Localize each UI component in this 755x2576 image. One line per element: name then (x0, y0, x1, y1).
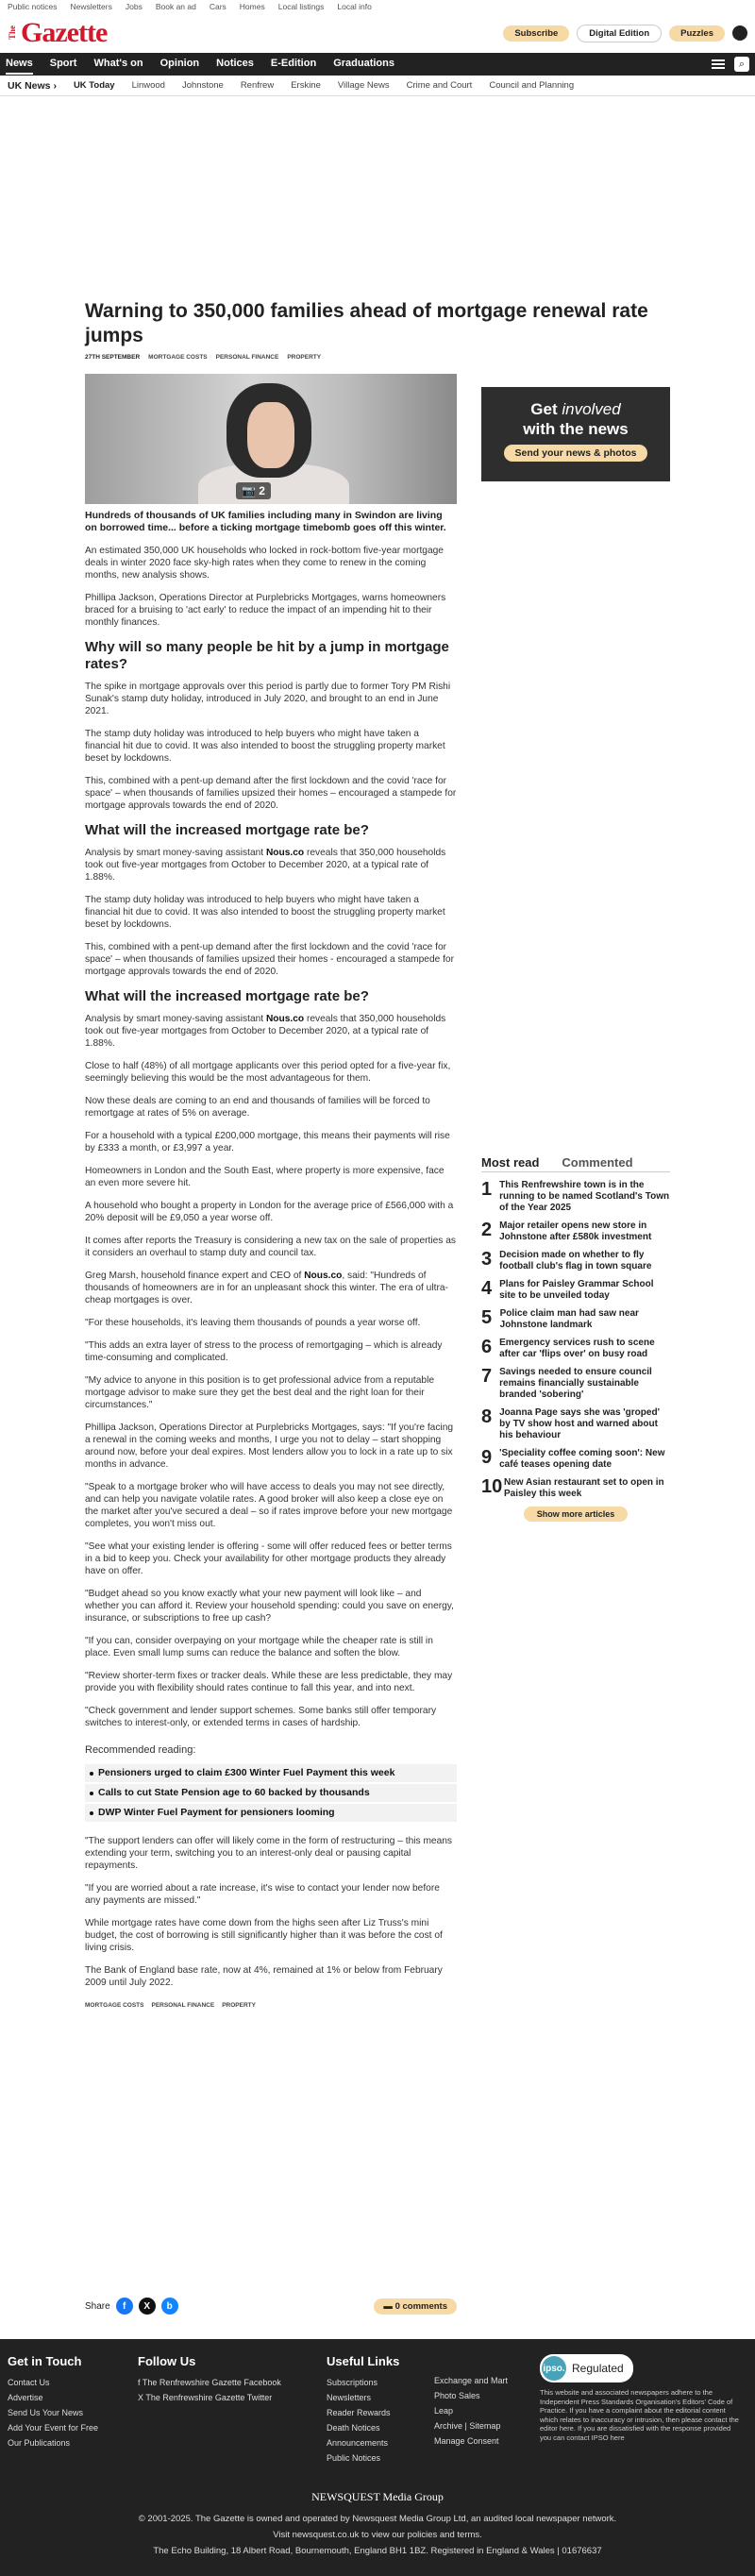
paragraph: "Speak to a mortgage broker who will have access to deals you may not see directly, and can help you navigate volatile rates. A good broker will also keep a close eye on the market after you've secured a deal – so if rates improve before your new mortgage completes, you won't miss out. (85, 1482, 453, 1529)
tab-most-read[interactable]: Most read (481, 1155, 540, 1170)
policies-line[interactable]: Visit newsquest.co.uk to view our policies and terms. (273, 2530, 482, 2540)
nav-graduations[interactable]: Graduations (333, 58, 394, 69)
comment-icon: ▬ (383, 2300, 393, 2312)
search-icon[interactable]: ⌕ (734, 57, 749, 72)
most-read-item[interactable]: 7 Savings needed to ensure council remains financially sustainable branded 'sobering' (481, 1366, 652, 1400)
footer-link[interactable]: Send Us Your News (8, 2408, 84, 2417)
subheading: What will the increased mortgage rate be? (85, 822, 369, 838)
paragraph: Phillipa Jackson, Operations Director at Purplebricks Mortgages, says: "If you're facing a renewal in the coming weeks and months, I urge you not to delay – start shopping around now, before your deal expires. Most lenders allow you to lock in a rate up to six months in advance. (85, 1423, 454, 1470)
facebook-icon: f (138, 2378, 141, 2387)
most-read-item[interactable]: 2 Major retailer opens new store in Johnstone after £580k investment (481, 1220, 652, 1242)
recommended-list (85, 1764, 457, 1822)
comments-button[interactable]: ▬ 0 comments (374, 2298, 457, 2315)
footer-get-in-touch: Get in Touch Contact Us Advertise Send Us Your News Add Your Event for Free Our Publications (8, 2354, 99, 2448)
x-icon: X (138, 2393, 144, 2402)
utility-link-homes[interactable]: Homes (239, 2, 265, 11)
subnav-item-johnstone[interactable]: Johnstone (181, 80, 224, 91)
most-read-item[interactable]: 8 Joanna Page says she was 'groped' by TV show host and warned about his behaviour (481, 1406, 660, 1440)
paragraph: Analysis by smart money-saving assistant Nous.co reveals that 350,000 households took out five-year mortgages from October to December 2020, at a typical rate of 1.88%. (85, 1014, 446, 1049)
utility-link-book-an-ad[interactable]: Book an ad (155, 2, 196, 11)
paragraph: The stamp duty holiday was introduced to help buyers who might have taken a financial hit due to covid. It was also intended to boost the struggling property market beset by lockdowns. (85, 895, 445, 930)
paragraph: The spike in mortgage approvals over this period is partly due to former Tory PM Rishi Sunak's stamp duty holiday, introduced in July 2020, and brought to an end in June 2021. (85, 682, 451, 716)
utility-link-cars[interactable]: Cars (209, 2, 226, 11)
copyright: © 2001-2025. The Gazette is owned and operated by Newsquest Media Group Ltd, an audited local newspaper network. (138, 2514, 617, 2524)
digital-edition-button[interactable]: Digital Edition (577, 25, 662, 42)
paragraph: "Budget ahead so you know exactly what your new payment will look like – and whether you can afford it. Review your household spending: could you save on energy, insurance, or subscriptions to free up cash? (85, 1589, 454, 1624)
share-label: Share (85, 2300, 110, 2312)
most-read-item[interactable]: 6 Emergency services rush to scene after car 'flips over' on busy road (481, 1337, 655, 1359)
article-date: 27TH SEPTEMBER (85, 354, 141, 361)
footer-link[interactable]: Death Notices (327, 2423, 380, 2433)
share-bar (85, 2298, 457, 2315)
paragraph: This, combined with a pent-up demand after the first lockdown and the covid 'race for space' – when thousands of families upsized their homes – encouraged a stampede for mortgage approvals towards the end of 2020. (85, 776, 457, 811)
paragraph: It comes after reports the Treasury is considering a new tax on the sale of properties as it considers an overhaul to stamp duty and council tax. (85, 1236, 456, 1258)
footer-link[interactable]: Reader Rewards (327, 2408, 391, 2417)
footer-link[interactable]: f The Renfrewshire Gazette Facebook (138, 2378, 281, 2387)
most-read-item[interactable]: 3 Decision made on whether to fly football club's flag in town square (481, 1249, 652, 1271)
article-meta (85, 354, 321, 361)
bluesky-icon[interactable]: b (161, 2298, 178, 2315)
footer-link[interactable]: Leap (434, 2406, 454, 2416)
account-icon[interactable] (732, 25, 747, 41)
paragraph: This, combined with a pent-up demand after the first lockdown and the covid 'race for space' – when thousands of families upsized their homes - encouraged a stampede for mortgage approvals towards the end of 2020. (85, 942, 454, 977)
site-footer (0, 2339, 755, 2576)
subnav-item-uk-today[interactable]: UK Today (73, 80, 115, 91)
paragraph: "If you can, consider overpaying on your mortgage while the cheaper rate is still in place. Even small lump sums can reduce the balance and soften the blow. (85, 1636, 433, 1658)
ipso-badge[interactable]: ipso. Regulated (540, 2354, 633, 2382)
paragraph: Close to half (48%) of all mortgage applicants over this period opted for a five-year fix, seemingly believing this would be the most advantageous for them. (85, 1061, 451, 1084)
subheading: Why will so many people be hit by a jump in mortgage rates? (85, 639, 449, 672)
footer-link[interactable]: X The Renfrewshire Gazette Twitter (138, 2393, 273, 2402)
footer-link[interactable]: Announcements (327, 2438, 389, 2448)
ipso-text: This website and associated newspapers adhere to the Independent Press Standards Organisation's Editors' Code of Practice. If you have a complaint about the editorial content which relates to inaccuracy or intrusion, then please contact the editor here. If you are dissatisfied with the response provided you can contact IPSO here (540, 2388, 739, 2442)
tab-commented[interactable]: Commented (562, 1155, 633, 1170)
nav-sport[interactable]: Sport (49, 58, 77, 69)
show-more-button[interactable]: Show more articles (524, 1507, 628, 1522)
tag-mortgage-costs[interactable]: MORTGAGE COSTS (85, 2002, 144, 2009)
footer-link[interactable]: Our Publications (8, 2438, 71, 2448)
subnav-section[interactable]: UK News › (8, 79, 57, 92)
nav-notices[interactable]: Notices (216, 58, 254, 69)
paragraph: Greg Marsh, household finance expert and CEO of Nous.co, said: "Hundreds of thousands of homeowners are in for an unpleasant shock this winter. The era of ultra-cheap mortgages is over. (85, 1271, 448, 1305)
most-read-item[interactable]: 10 New Asian restaurant set to open in Paisley this week (481, 1476, 664, 1499)
paragraph: "This adds an extra layer of stress to the process of remortgaging – which is already time-consuming and complicated. (85, 1340, 443, 1363)
menu-icon[interactable] (712, 59, 725, 69)
footer-link[interactable]: Add Your Event for Free (8, 2423, 99, 2433)
footer-link[interactable]: Contact Us (8, 2378, 50, 2387)
tag-personal-finance[interactable]: PERSONAL FINANCE (215, 354, 279, 361)
footer-link[interactable]: Photo Sales (434, 2391, 480, 2400)
footer-link[interactable]: Public Notices (327, 2453, 381, 2463)
footer-useful-links: Useful Links Subscriptions Newsletters Reader Rewards Death Notices Announcements Public Notices (327, 2354, 400, 2463)
photo-gallery-badge[interactable]: 📷 2 (236, 482, 271, 499)
tag-personal-finance[interactable]: PERSONAL FINANCE (151, 2002, 215, 2009)
most-read-item[interactable]: 1 This Renfrewshire town is in the running to be named Scotland's Town of the Year 2025 (481, 1179, 670, 1213)
brand-header (0, 13, 755, 53)
nous-link[interactable]: Nous.co (265, 1014, 305, 1024)
utility-link-local-listings[interactable]: Local listings (277, 2, 325, 11)
article-headline: Warning to 350,000 families ahead of mortgage renewal rate jumps (85, 300, 648, 346)
nav-news[interactable]: News (6, 54, 33, 75)
utility-link-local-info[interactable]: Local info (337, 2, 372, 11)
most-read-item[interactable]: 4 Plans for Paisley Grammar School site to be unveiled today (481, 1278, 654, 1301)
utility-link-newsletters[interactable]: Newsletters (70, 2, 112, 11)
subnav-item-council-and-planning[interactable]: Council and Planning (489, 80, 575, 91)
site-logo[interactable] (8, 17, 107, 49)
recommended-item[interactable]: DWP Winter Fuel Payment for pensioners looming (85, 1804, 457, 1822)
subnav-item-renfrew[interactable]: Renfrew (240, 80, 275, 91)
tag-property[interactable]: PROPERTY (222, 2002, 256, 2009)
footer-link[interactable]: Subscriptions (327, 2378, 378, 2387)
paragraph: "The support lenders can offer will likely come in the form of restructuring – this means extending your term, switching you to an interest-only deal or pausing capital repayments. (85, 1836, 453, 1871)
most-read-item[interactable]: 9 'Speciality coffee coming soon': New café teases opening date (481, 1447, 665, 1470)
facebook-icon[interactable]: f (116, 2298, 133, 2315)
paragraph: "Check government and lender support schemes. Some banks still offer temporary switches to interest-only, or extended terms in cases of hardship. (85, 1706, 437, 1728)
main-nav (0, 53, 755, 76)
hero-face (247, 402, 294, 468)
paragraph: "If you are worried about a rate increase, it's wise to contact your lender now before any payments are missed." (85, 1883, 440, 1906)
paragraph: Now these deals are coming to an end and thousands of families will be forced to remortgage at rates of 5% on average. (85, 1096, 430, 1119)
footer-follow-us: Follow Us f The Renfrewshire Gazette Facebook X The Renfrewshire Gazette Twitter (138, 2354, 281, 2402)
subnav-item-village-news[interactable]: Village News (337, 80, 390, 91)
bottom-tags (85, 1999, 457, 2012)
footer-useful-links-2 (434, 2376, 508, 2451)
get-involved-panel: Get involved with the news Send your news & photos (481, 387, 670, 481)
x-icon[interactable]: X (139, 2298, 156, 2315)
recommended-label: Recommended reading: (85, 1744, 196, 1756)
subnav-item-crime-and-court[interactable]: Crime and Court (406, 80, 473, 91)
subscribe-button[interactable]: Subscribe (503, 25, 569, 42)
paragraph: The Bank of England base rate, now at 4%, remained at 1% or below from February 2009 until July 2022. (85, 1965, 443, 1988)
nav-e-edition[interactable]: E-Edition (270, 58, 317, 69)
paragraph: "For these households, it's leaving them thousands of pounds a year worse off. (85, 1318, 421, 1328)
paragraph: Homeowners in London and the South East, where property is more expensive, face an even more severe hit. (85, 1166, 445, 1188)
recommended-item[interactable]: Calls to cut State Pension age to 60 backed by thousands (85, 1784, 457, 1802)
logo-name: Gazette (21, 17, 108, 48)
utility-link-jobs[interactable]: Jobs (125, 2, 143, 11)
footer-link[interactable]: Archive | Sitemap (434, 2421, 501, 2431)
recommended-item[interactable]: Pensioners urged to claim £300 Winter Fuel Payment this week (85, 1764, 457, 1782)
subheading: What will the increased mortgage rate be? (85, 988, 369, 1004)
utility-link-public-notices[interactable]: Public notices (8, 2, 58, 11)
paragraph: The stamp duty holiday was introduced to help buyers who might have taken a financial hit due to covid. It was also intended to boost the struggling property market beset by lockdowns. (85, 729, 445, 764)
nous-link[interactable]: Nous.co (304, 1271, 343, 1281)
footer-link[interactable]: Exchange and Mart (434, 2376, 509, 2385)
sub-nav (0, 76, 755, 96)
logo-the: The (8, 25, 17, 41)
footer-bottom (0, 2490, 755, 2562)
footer-link[interactable]: Newsletters (327, 2393, 372, 2402)
article-body (85, 510, 457, 2012)
camera-icon: 📷 (242, 484, 256, 497)
subnav-item-erskine[interactable]: Erskine (291, 80, 321, 91)
paragraph: While mortgage rates have come down from the highs seen after Liz Truss's mini budget, the cost of borrowing is still significantly higher than it was before the cost of living crisis. (85, 1918, 443, 1953)
ipso-block (540, 2354, 742, 2442)
footer-link[interactable]: Manage Consent (434, 2436, 499, 2446)
newsquest-logo: NEWSQUEST Media Group (311, 2490, 444, 2503)
tag-property[interactable]: PROPERTY (287, 354, 322, 361)
paragraph: "See what your existing lender is offering - some will offer reduced fees or better terms in a bid to keep you. Check your availability for other mortgage products they already have on offer. (85, 1541, 452, 1576)
article-standfirst: Hundreds of thousands of UK families including many in Swindon are living on borrowed time... before a ticking mortgage timebomb goes off this winter. (85, 510, 446, 533)
nav-opinion[interactable]: Opinion (159, 58, 200, 69)
most-read-panel (481, 1155, 670, 1522)
nous-link[interactable]: Nous.co (265, 848, 305, 858)
paragraph: "Review shorter-term fixes or tracker deals. While these are less predictable, they may provide you with flexibility should rates continue to fall this year, and into next. (85, 1671, 453, 1693)
footer-link[interactable]: Advertise (8, 2393, 43, 2402)
utility-bar (0, 0, 755, 13)
most-read-item[interactable]: 5 Police claim man had saw near Johnstone landmark (481, 1307, 639, 1330)
paragraph: Phillipa Jackson, Operations Director at Purplebricks Mortgages, warns homeowners braced for a bruising to 'act early' to reduce the impact of an impending hit to their monthly finances. (85, 593, 446, 628)
address-line: The Echo Building, 18 Albert Road, Bournemouth, England BH1 1BZ. Registered in England & Wales | 01676637 (153, 2546, 602, 2556)
tag-mortgage-costs[interactable]: MORTGAGE COSTS (148, 354, 208, 361)
nav-whats-on[interactable]: What's on (93, 58, 143, 69)
paragraph: "My advice to anyone in this position is to get professional advice from a reputable mortgage advisor to make sure they get the best deal and the right loan for their circumstances." (85, 1375, 435, 1410)
paragraph: An estimated 350,000 UK households who locked in rock-bottom five-year mortgage deals in winter 2020 face sky-high rates when they come to renew in the coming months, new analysis shows. (85, 546, 444, 581)
subnav-item-linwood[interactable]: Linwood (131, 80, 165, 91)
paragraph: A household who bought a property in London for the average price of £566,000 with a 20% deposit will be £9,050 a year worse off. (85, 1201, 454, 1223)
paragraph: For a household with a typical £200,000 mortgage, this means their payments will rise by £333 a month, or £3,997 a year. (85, 1131, 450, 1153)
puzzles-button[interactable]: Puzzles (669, 25, 725, 42)
paragraph: Analysis by smart money-saving assistant Nous.co reveals that 350,000 households took out five-year mortgages from October to December 2020, at a typical rate of 1.88%. (85, 848, 446, 883)
hero-image[interactable] (85, 374, 457, 504)
send-news-button[interactable]: Send your news & photos (504, 445, 648, 462)
